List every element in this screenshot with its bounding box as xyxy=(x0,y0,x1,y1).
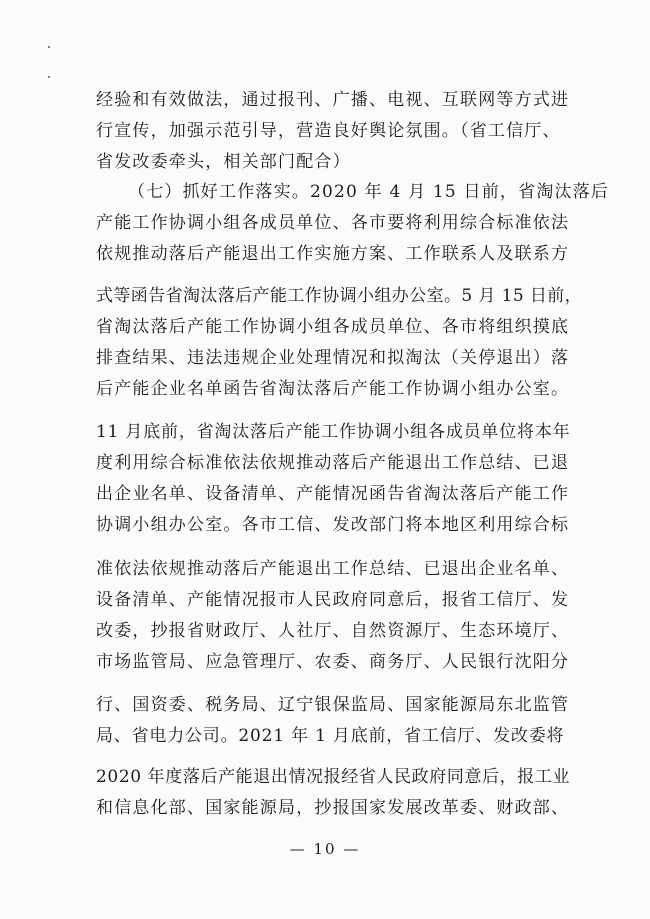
text-line: 11 月底前，省淘汰落后产能工作协调小组各成员单位将本年 xyxy=(96,422,571,442)
text-line: 和信息化部、国家能源局，抄报国家发展改革委、财政部、 xyxy=(96,798,570,818)
text-line: 行宣传，加强示范引导，营造良好舆论氛围。（省工信厅、 xyxy=(96,121,561,141)
page-number: — 10 — xyxy=(289,840,361,858)
text-line: 协调小组办公室。各市工信、发改部门将本地区利用综合标 xyxy=(96,515,570,535)
text-line: 排查结果、违法违规企业处理情况和拟淘汰（关停退出）落 xyxy=(96,348,570,368)
text-line: 度利用综合标准依法依规推动落后产能退出工作总结、已退 xyxy=(96,453,570,473)
text-line: 准依法依规推动落后产能退出工作总结、已退出企业名单、 xyxy=(96,559,570,579)
text-line: 设备清单、产能情况报市人民政府同意后，报省工信厅、发 xyxy=(96,590,570,610)
text-line: 局、省电力公司。2021 年 1 月底前，省工信厅、发改委将 xyxy=(96,726,565,746)
text-line: 2020 年度落后产能退出情况报经省人民政府同意后，报工业 xyxy=(96,767,571,787)
text-line: 出企业名单、设备清单、产能情况函告省淘汰落后产能工作 xyxy=(96,484,570,504)
text-line: 依规推动落后产能退出工作实施方案、工作联系人及联系方 xyxy=(96,244,570,264)
text-line: 行、国资委、税务局、辽宁银保监局、国家能源局东北监管 xyxy=(96,695,570,715)
text-line: 市场监管局、应急管理厅、农委、商务厅、人民银行沈阳分 xyxy=(96,652,570,672)
scan-speck xyxy=(48,46,50,48)
text-line: 式等函告省淘汰落后产能工作协调小组办公室。5 月 15 日前， xyxy=(96,286,583,306)
text-line: （七）抓好工作落实。2020 年 4 月 15 日前，省淘汰落后 xyxy=(128,182,610,202)
text-line: 省淘汰落后产能工作协调小组各成员单位、各市将组织摸底 xyxy=(96,317,570,337)
text-line: 经验和有效做法，通过报刊、广播、电视、互联网等方式进 xyxy=(96,90,570,110)
text-line: 后产能企业名单函告省淘汰落后产能工作协调小组办公室。 xyxy=(96,379,570,399)
text-line: 产能工作协调小组各成员单位、各市要将利用综合标准依法 xyxy=(96,213,570,233)
scan-speck xyxy=(48,76,50,78)
text-line: 改委，抄报省财政厅、人社厅、自然资源厅、生态环境厅、 xyxy=(96,621,570,641)
text-line: 省发改委牵头，相关部门配合） xyxy=(96,152,351,172)
